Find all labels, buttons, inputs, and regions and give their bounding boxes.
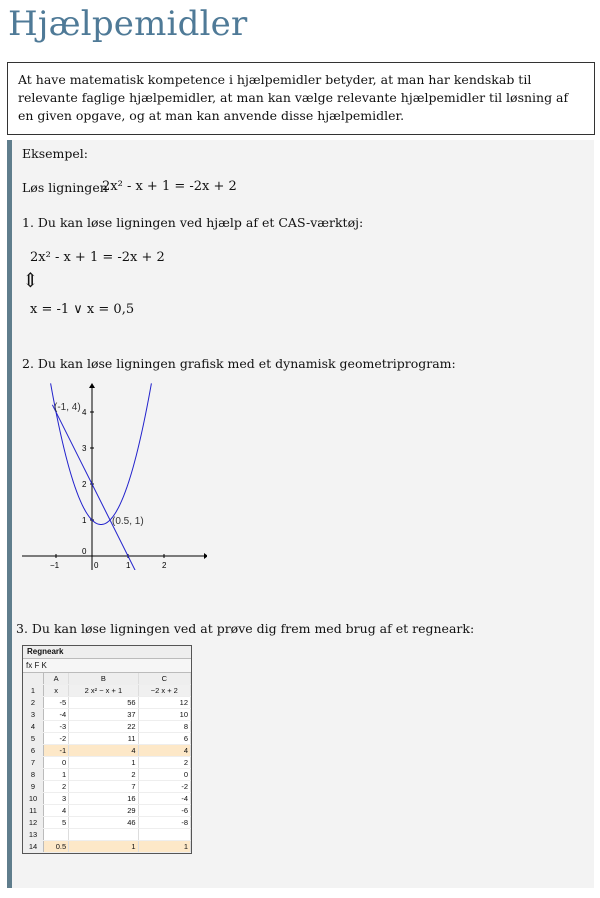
table-cell[interactable]: 29 (69, 805, 138, 817)
table-cell: −2 x + 2 (138, 685, 190, 697)
table-cell[interactable]: 2 (44, 781, 69, 793)
row-number[interactable]: 13 (23, 829, 44, 841)
equivalence-icon: ⇕ (22, 268, 39, 292)
row-number[interactable]: 12 (23, 817, 44, 829)
table-cell[interactable]: 2 (69, 769, 138, 781)
table-cell[interactable]: -1 (44, 745, 69, 757)
spreadsheet-window[interactable] (22, 645, 192, 854)
table-cell[interactable]: -4 (44, 709, 69, 721)
task-label: Løs ligningen (22, 180, 108, 195)
table-cell[interactable]: 6 (138, 733, 190, 745)
table-cell[interactable]: 8 (138, 721, 190, 733)
table-cell[interactable]: 16 (69, 793, 138, 805)
row-number[interactable]: 10 (23, 793, 44, 805)
column-header: B (69, 673, 138, 685)
solution: x = -1 ∨ x = 0,5 (30, 302, 135, 317)
column-header: A (44, 673, 69, 685)
spreadsheet-title: Regneark (23, 646, 191, 659)
row-number[interactable]: 9 (23, 781, 44, 793)
table-row[interactable] (23, 769, 191, 781)
row-number[interactable]: 6 (23, 745, 44, 757)
table-cell[interactable]: 22 (69, 721, 138, 733)
spreadsheet-table[interactable]: A B C 1 x 2 x² − x + 1 −2 x + 2 2 -5 56 12 3 -4 37 10 4 -3 22 8 5 -2 11 6 6 -1 4 4 7 0 1 2 8 1 2 0 9 2 7 -2 10 3 16 -4 11 4 29 -6 12 5 46 -8 13 14 0.5 1 1 (23, 673, 191, 853)
intro-box: At have matematisk kompetence i hjælpemidler betyder, at man har kendskab til relevante faglige hjælpemidler, at man kan vælge relevante hjælpemidler til løsning af en given opgave, og at man kan anvende disse hjælpemidler. (7, 62, 595, 135)
row-number[interactable]: 3 (23, 709, 44, 721)
table-row[interactable] (23, 721, 191, 733)
table-cell[interactable]: 12 (138, 697, 190, 709)
table-cell[interactable]: 7 (69, 781, 138, 793)
x-tick-label: 2 (162, 561, 167, 570)
table-cell[interactable]: 10 (138, 709, 190, 721)
row-number[interactable]: 7 (23, 757, 44, 769)
table-cell: 2 x² − x + 1 (69, 685, 138, 697)
table-cell[interactable]: 56 (69, 697, 138, 709)
y-tick-label: 2 (82, 480, 87, 489)
table-cell[interactable]: 5 (44, 817, 69, 829)
y-tick-label: 1 (82, 516, 87, 525)
table-cell[interactable]: 2 (138, 757, 190, 769)
y-tick-label: 4 (82, 408, 87, 417)
step3-text: 3. Du kan løse ligningen ved at prøve dig frem med brug af et regneark: (16, 621, 475, 636)
table-cell[interactable]: 46 (69, 817, 138, 829)
table-cell[interactable]: 1 (69, 841, 138, 853)
table-cell[interactable]: 4 (44, 805, 69, 817)
y-tick-label: 0 (82, 547, 87, 556)
x-tick-label: 0 (94, 561, 99, 570)
x-tick-label: 1 (126, 561, 131, 570)
column-header: C (138, 673, 190, 685)
y-axis-arrow-icon (89, 383, 95, 388)
table-cell[interactable]: 11 (69, 733, 138, 745)
table-cell[interactable] (138, 829, 190, 841)
table-cell[interactable]: 0.5 (44, 841, 69, 853)
table-cell: x (44, 685, 69, 697)
table-cell[interactable] (44, 829, 69, 841)
y-tick-label: 3 (82, 444, 87, 453)
table-row[interactable] (23, 733, 191, 745)
table-cell[interactable]: 4 (138, 745, 190, 757)
intersection-label-a: (-1, 4) (54, 402, 81, 413)
table-row[interactable] (23, 817, 191, 829)
table-cell[interactable]: 1 (138, 841, 190, 853)
row-number[interactable]: 8 (23, 769, 44, 781)
page-title: Hjælpemidler (8, 4, 248, 44)
table-row[interactable] (23, 793, 191, 805)
table-row[interactable] (23, 805, 191, 817)
table-cell[interactable]: -6 (138, 805, 190, 817)
step1-text: 1. Du kan løse ligningen ved hjælp af et CAS-værktøj: (22, 215, 364, 230)
table-cell[interactable]: -3 (44, 721, 69, 733)
table-row[interactable] (23, 709, 191, 721)
task-equation: 2x² - x + 1 = -2x + 2 (102, 179, 237, 194)
row-number[interactable]: 4 (23, 721, 44, 733)
row-number[interactable]: 11 (23, 805, 44, 817)
table-cell[interactable]: 37 (69, 709, 138, 721)
table-cell[interactable]: -2 (138, 781, 190, 793)
table-cell[interactable]: -4 (138, 793, 190, 805)
spreadsheet-toolbar[interactable]: fx F K (23, 659, 191, 673)
table-cell[interactable]: 0 (44, 757, 69, 769)
cas-equation: 2x² - x + 1 = -2x + 2 (30, 250, 165, 265)
row-number[interactable]: 2 (23, 697, 44, 709)
table-cell[interactable]: 1 (69, 757, 138, 769)
table-row[interactable] (23, 841, 191, 853)
x-tick-label: −1 (50, 561, 60, 570)
table-row[interactable] (23, 757, 191, 769)
table-cell[interactable]: -2 (44, 733, 69, 745)
table-cell[interactable]: 4 (69, 745, 138, 757)
row-number[interactable]: 5 (23, 733, 44, 745)
table-cell[interactable]: 0 (138, 769, 190, 781)
step2-text: 2. Du kan løse ligningen grafisk med et dynamisk geometriprogram: (22, 356, 456, 371)
table-cell[interactable]: 3 (44, 793, 69, 805)
table-cell[interactable] (69, 829, 138, 841)
table-row[interactable] (23, 781, 191, 793)
intersection-label-b: (0.5, 1) (112, 516, 144, 527)
table-row[interactable] (23, 745, 191, 757)
table-cell[interactable]: -5 (44, 697, 69, 709)
row-number[interactable]: 14 (23, 841, 44, 853)
table-cell[interactable]: -8 (138, 817, 190, 829)
example-heading: Eksempel: (22, 146, 88, 161)
function-graph (22, 380, 207, 570)
example-panel (7, 140, 594, 888)
table-row[interactable] (23, 829, 191, 841)
x-axis-arrow-icon (204, 553, 207, 559)
table-row[interactable] (23, 697, 191, 709)
table-cell[interactable]: 1 (44, 769, 69, 781)
